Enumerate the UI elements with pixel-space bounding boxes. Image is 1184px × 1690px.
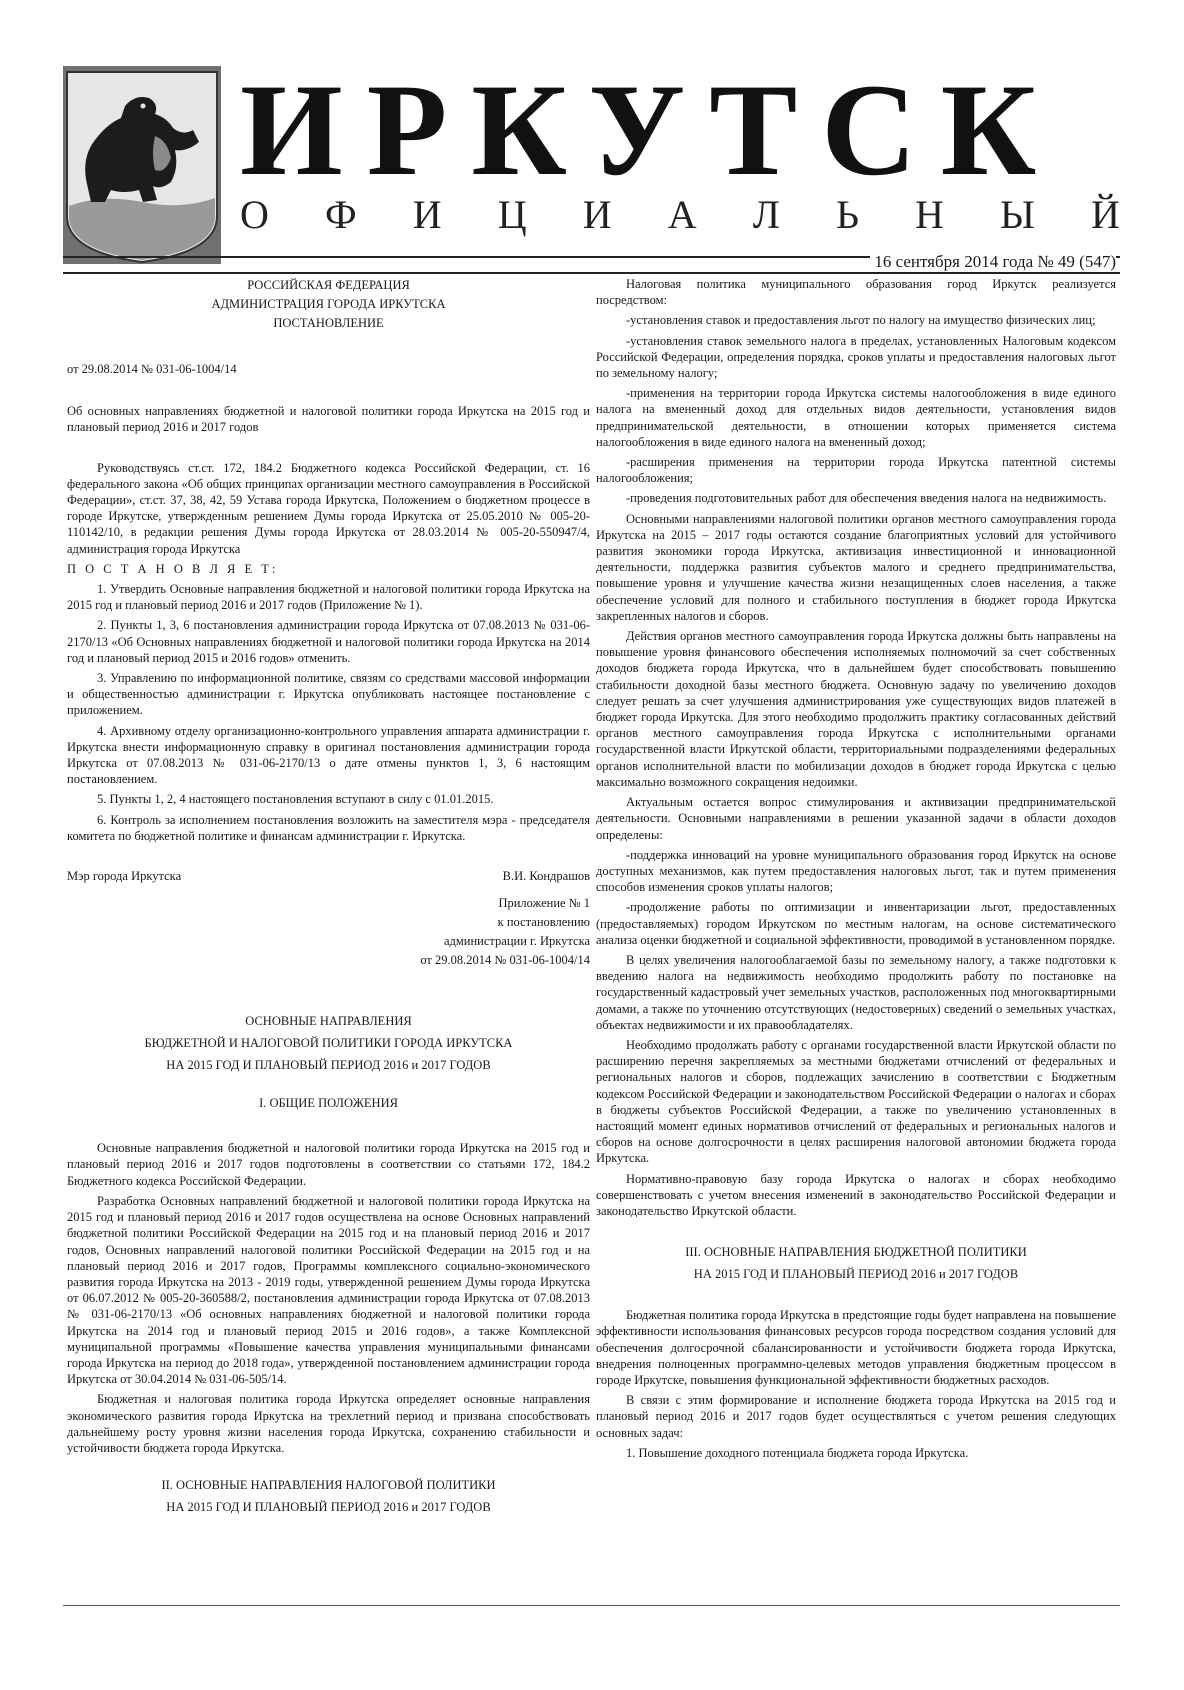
signature-row xyxy=(67,868,590,884)
resolution-item: 6. Контроль за исполнением постановления возложить на заместителя мэра - председателя комитета по бюджетной политике и финансам администрации г. Иркутска. xyxy=(67,812,590,843)
preamble: Руководствуясь ст.ст. 172, 184.2 Бюджетного кодекса Российской Федерации, ст. 16 федерального закона «Об общих принципах организации местного самоуправления в Российской Федерации», ст.ст. 37, 38, 42, 59 Устава города Иркутска, Положением о бюджетном процессе в городе Иркутске, утвержденным решением Думы города Иркутска от 25.05.2010 № 005-20-110142/10, в редакции решения Думы города Иркутска от 28.03.2014 № 005-20-550947/4, администрация города Иркутска xyxy=(67,460,590,556)
document-title: Об основных направлениях бюджетной и налоговой политики города Иркутска на 2015 год и плановый период 2016 и 2017 годов xyxy=(67,404,590,435)
signer-title: Мэр города Иркутска xyxy=(67,869,182,884)
right-column xyxy=(596,276,1116,1465)
tax-policy-paragraph: -применения на территории города Иркутска системы налогообложения в виде единого налога на вмененный доход для отдельных видов деятельности, установления видов предпринимательской деятельности, в отношении которых применяется система налогообложения в виде единого налога на вмененный доход; xyxy=(596,386,1116,449)
tax-policy-paragraph: Основными направлениями налоговой политики органов местного самоуправления города Иркутска на 2015 – 2017 годы остаются создание благоприятных условий для устойчивого развития экономики города Иркутска, активизация инвестиционной и инновационной деятельности, поддержка развития субъектов малого и среднего предпринимательства, повышение уровня и улучшение качества жизни незащищенных слоев населения, а также обеспечение условий для полного и стабильного поступления в бюджет города Иркутска закрепленных налогов и сборов. xyxy=(596,511,1116,623)
irkutsk-coat-of-arms-icon xyxy=(63,66,221,264)
header-divider xyxy=(63,272,1120,274)
resolution-item: 2. Пункты 1, 3, 6 постановления администрации города Иркутска от 07.08.2013 № 031-06-2170/13 «Об Основных направлениях бюджетной и налоговой политики города Иркутска на 2014 год и плановый период 2015 и 2016 годов» отменить. xyxy=(67,618,590,665)
document-header: РОССИЙСКАЯ ФЕДЕРАЦИЯ АДМИНИСТРАЦИЯ ГОРОДА ИРКУТСКА ПОСТАНОВЛЕНИЕ xyxy=(211,278,446,330)
footer-divider xyxy=(63,1605,1120,1606)
tax-policy-paragraph: Налоговая политика муниципального образования город Иркутск реализуется посредством: xyxy=(596,277,1116,308)
section-2-title: II. ОСНОВНЫЕ НАПРАВЛЕНИЯ НАЛОГОВОЙ ПОЛИТИКИ НА 2015 ГОД И ПЛАНОВЫЙ ПЕРИОД 2016 и 2017 ГОДОВ xyxy=(161,1478,496,1515)
tax-policy-paragraph: Действия органов местного самоуправления города Иркутска должны быть направлены на повышение уровня финансового обеспечения исполняемых полномочий за счет собственных доходов бюджета города Иркутска, что в дальнейшем будет способствовать повышению стабильности доходной базы местного бюджета. Основную задачу по увеличению доходов следует решать за счет улучшения администрирования уже существующих видов платежей в бюджет города Иркутска. Для этого необходимо продолжить практику согласованных действий органов местного самоуправления города Иркутска с исполнительными органами государственной власти Иркутской области, территориальными подразделениями федеральных органов исполнительной власти по мобилизации доходов в бюджет города Иркутска с целью максимально возможного сокращения недоимки. xyxy=(596,629,1116,789)
tax-policy-paragraph: В целях увеличения налогооблагаемой базы по земельному налогу, а также подготовки к введению налога на недвижимость необходимо продолжить работу по постановке на государственный кадастровый учет земельных участков, расположенных под многоквартирными домами, а также по уточнению отсутствующих (недостоверных) сведений о земельных участках, объектах недвижимости и их правообладателях. xyxy=(596,952,1116,1032)
section-1-paragraph: Основные направления бюджетной и налоговой политики города Иркутска на 2015 год и плановый период 2016 и 2017 годов подготовлены в соответствии со статьями 172, 184.2 Бюджетного кодекса Российской Федерации. xyxy=(67,1141,590,1188)
tax-policy-paragraph: -расширения применения на территории города Иркутска патентной системы налогообложения; xyxy=(596,455,1116,486)
resolution-item: 5. Пункты 1, 2, 4 настоящего постановления вступают в силу с 01.01.2015. xyxy=(97,792,494,807)
tax-policy-paragraph: -продолжение работы по оптимизации и инвентаризации льгот, предоставленных (предоставляемых) городом Иркутском по местным налогам, на основе систематического анализа оценки бюджетной и социальной эффективности, проводимой в установленном порядке. xyxy=(596,900,1116,947)
issue-date: 16 сентября 2014 года № 49 (547) xyxy=(63,252,1120,272)
section-1-paragraph: Разработка Основных направлений бюджетной и налоговой политики города Иркутска на 2015 год и плановый период 2016 и 2017 годов осуществлена на основе Основных направлений бюджетной политики Российской Федерации на 2015 год и на плановый период 2016 и 2017 годов, Основных направлений налоговой политики Российской Федерации на 2015 год и на плановый период 2016 и 2017 годов, Программы комплексного социально-экономического развития города Иркутска на 2013 - 2019 годы, утвержденной решением Думы города Иркутска от 06.07.2012 № 005-20-360588/2, постановления администрации города Иркутска от 07.08.2013 № 031-06-2170/13 «Об основных направлениях бюджетной и налоговой политики города Иркутска на 2014 год и плановый период 2015 и 2016 годов», а также Комплексной муниципальной программы «Повышение качества управления муниципальными финансами города Иркутска на период до 2018 года», утвержденной постановлением администрации города Иркутска от 30.04.2014 № 031-06-505/14. xyxy=(67,1193,590,1387)
section-1-paragraph: Бюджетная и налоговая политика города Иркутска определяет основные направления экономического развития города Иркутска на трехлетний период и призвана способствовать дальнейшему росту уровня жизни населения города Иркутска, сохранению стабильности и устойчивости бюджета города Иркутска. xyxy=(67,1392,590,1455)
masthead-title: ИРКУТСК xyxy=(240,56,1061,203)
tax-policy-paragraph: Нормативно-правовую базу города Иркутска о налогах и сборах необходимо совершенствовать с учетом внесения изменений в законодательство Российской Федерации и законодательство Иркутской области. xyxy=(596,1171,1116,1218)
main-title: ОСНОВНЫЕ НАПРАВЛЕНИЯ БЮДЖЕТНОЙ И НАЛОГОВОЙ ПОЛИТИКИ ГОРОДА ИРКУТСКА НА 2015 ГОД И ПЛАНОВЫЙ ПЕРИОД 2016 и 2017 ГОДОВ xyxy=(144,1014,513,1073)
tax-policy-paragraph: Необходимо продолжать работу с органами государственной власти Иркутской области по расширению перечня закрепляемых за местными бюджетами отчислений от федеральных и региональных налогов и сборов, подлежащих зачислению в соответствии с Бюджетным кодексом Российской Федерации и законодательством Российской Федерации о налогах и сборах в бюджеты субъектов Российской Федерации, а также по увеличению установленных в настоящий момент единых нормативов отчислений от федеральных и региональных налогов и сборов на основе долгосрочности в целях расширения налоговой автономии бюджета города Иркутска. xyxy=(596,1037,1116,1166)
resolution-item: 3. Управлению по информационной политике, связям со средствами массовой информации и общественностью администрации г. Иркутска опубликовать настоящее постановление с приложением. xyxy=(67,671,590,718)
tax-policy-paragraph: -установления ставок земельного налога в пределах, установленных Налоговым кодексом Российской Федерации, определения порядка, сроков уплаты и предоставления налоговых льгот по земельному налогу; xyxy=(596,333,1116,381)
tax-policy-paragraph: -установления ставок и предоставления льгот по налогу на имущество физических лиц; xyxy=(626,313,1096,328)
tax-policy-paragraph: -проведения подготовительных работ для обеспечения введения налога на недвижимость. xyxy=(626,491,1107,506)
document-reference: от 29.08.2014 № 031-06-1004/14 xyxy=(67,362,237,376)
budget-policy-paragraph: 1. Повышение доходного потенциала бюджета города Иркутска. xyxy=(626,1445,969,1460)
section-1-title: I. ОБЩИЕ ПОЛОЖЕНИЯ xyxy=(259,1096,398,1111)
signer-name: В.И. Кондрашов xyxy=(502,869,590,884)
tax-policy-paragraph: Актуальным остается вопрос стимулирования и активизации предпринимательской деятельности. Основными направлениями в решении указанной задачи в области доходов определены: xyxy=(596,795,1116,842)
appendix-reference: Приложение № 1 к постановлению администрации г. Иркутска от 29.08.2014 № 031-06-1004/14 xyxy=(420,896,590,968)
section-3-title: III. ОСНОВНЫЕ НАПРАВЛЕНИЯ БЮДЖЕТНОЙ ПОЛИТИКИ НА 2015 ГОД И ПЛАНОВЫЙ ПЕРИОД 2016 и 2017 ГОДОВ xyxy=(685,1245,1027,1282)
tax-policy-paragraph: -поддержка инноваций на уровне муниципального образования город Иркутск на основе доступных механизмов, как путем предоставления налоговых льгот, так и путем применения способов изменения сроков уплаты налогов; xyxy=(596,847,1116,895)
resolution-item: 1. Утвердить Основные направления бюджетной и налоговой политики города Иркутска на 2015 год и плановый период 2016 и 2017 годов (Приложение № 1). xyxy=(67,582,590,613)
left-column xyxy=(67,276,590,1518)
resolves-heading: П О С Т А Н О В Л Я Е Т: xyxy=(67,561,279,576)
budget-policy-paragraph: В связи с этим формирование и исполнение бюджета города Иркутска на 2015 год и плановый период 2016 и 2017 годов будет осуществляться с учетом решения следующих основных задач: xyxy=(596,1393,1116,1440)
budget-policy-paragraph: Бюджетная политика города Иркутска в предстоящие годы будет направлена на повышение эффективности использования финансовых ресурсов города посредством создания условий для обеспечения долгосрочной сбалансированности и устойчивости бюджета города Иркутска, внедрения полноценных программно-целевых методов управления бюджетным процессом в городе Иркутске, повышения функциональной эффективности бюджетных расходов. xyxy=(596,1308,1116,1387)
resolution-item: 4. Архивному отделу организационно-контрольного управления аппарата администрации г. Иркутска внести информационную справку в оригинал постановления администрации города Иркутска от 07.08.2013 № 031-06-2170/13 о дате отмены пунктов 1, 3, 6 настоящим постановлением. xyxy=(67,723,590,787)
masthead-subtitle: О Ф И Ц И А Л Ь Н Ы Й xyxy=(240,192,1120,237)
